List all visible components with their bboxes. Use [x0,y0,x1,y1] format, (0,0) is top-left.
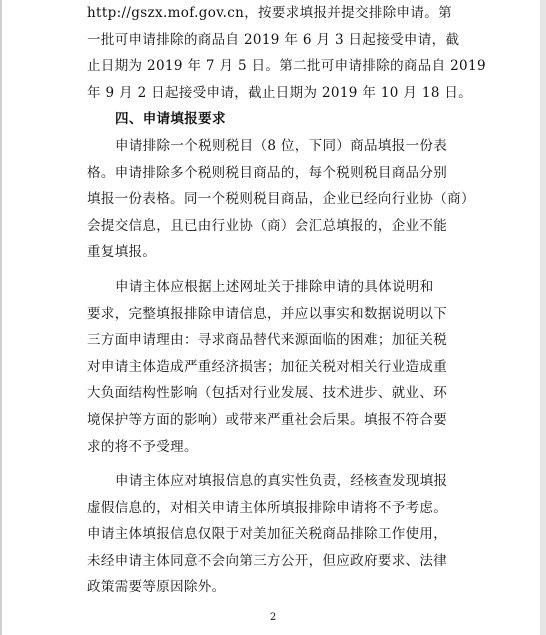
text-line: 年 9 月 2 日起接受申请，截止日期为 2019 年 10 月 18 日。 [87,84,473,101]
paragraph-gap [87,460,467,468]
text-line: 要求，完整填报排除申请信息，并应以事实和数据说明以下 [87,305,448,322]
text-line: 求的将不予受理。 [87,438,198,455]
text-line: 政策需要等原因除外。 [87,579,226,596]
text-line: 虚假信息的，对相关申请主体所填报排除申请将不予考虑。 [87,499,448,516]
page-number: 2 [269,612,277,623]
section-heading: 四、申请填报要求 [115,111,226,128]
paragraph-4 [87,468,467,601]
document-body [87,0,486,601]
text-line: 止日期为 2019 年 7 月 5 日。第二批可申请排除的商品自 2019 [87,58,486,75]
paragraph-gap [87,266,467,274]
paragraph-1 [87,0,486,106]
text-line: 三方面申请理由：寻求商品替代来源面临的困难；加征关税 [87,332,448,349]
text-line: 会提交信息，且已由行业协（商）会汇总填报的，企业不能 [87,217,448,234]
text-line: 境保护等方面的影响）或带来严重社会后果。填报不符合要 [87,411,448,428]
text-line: 对申请主体造成严重经济损害；加征关税对相关行业造成重 [87,358,448,375]
paragraph-3 [87,274,467,460]
text-line: 未经申请主体同意不会向第三方公开，但应政府要求、法律 [87,552,448,569]
text-line: 申请主体应对填报信息的真实性负责，经核查发现填报 [115,473,448,490]
text-line: 申请主体应根据上述网址关于排除申请的具体说明和 [115,278,434,295]
paragraph-2 [87,133,475,266]
text-line: 大负面结构性影响（包括对行业发展、技术进步、就业、环 [87,385,448,402]
text-line: 一批可申请排除的商品自 2019 年 6 月 3 日起接受申请，截 [87,31,460,48]
text-line: 填报一份表格。同一个税则税目商品，企业已经向行业协（商） [87,191,475,208]
text-line: 申请排除一个税则税目（8 位，下同）商品填报一份表 [115,137,448,154]
text-line: 重复填报。 [87,244,157,261]
scrollbar-track[interactable] [540,0,546,635]
text-line: 申请主体填报信息仅限于对美加征关税商品排除工作使用， [87,526,448,543]
text-line: 格。申请排除多个税则税目商品的，每个税则税目商品分别 [87,164,448,181]
page-edge [0,0,2,635]
text-line: http://gszx.mof.gov.cn，按要求填报并提交排除申请。第 [87,5,452,21]
